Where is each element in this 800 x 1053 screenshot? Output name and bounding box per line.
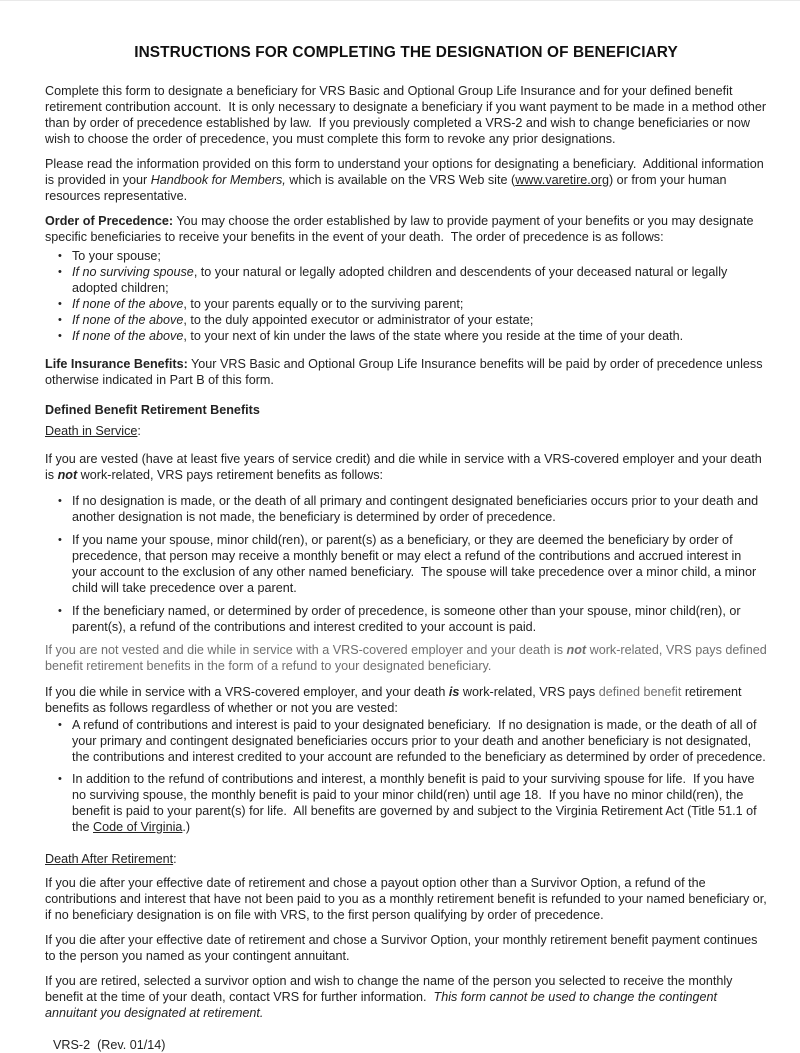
list-item xyxy=(45,248,767,264)
defined-benefit-heading: Defined Benefit Retirement Benefits xyxy=(45,403,260,417)
list-item-text xyxy=(72,296,767,312)
retired-change-paragraph xyxy=(45,973,767,1021)
list-item xyxy=(45,532,767,596)
text-run: If you are not vested and die while in service with a VRS-covered employer and your death is xyxy=(45,643,567,657)
text-run-italic: If none of the above xyxy=(72,297,184,311)
text-run: , to the duly appointed executor or administrator of your estate; xyxy=(183,313,534,327)
list-item xyxy=(45,312,767,328)
bullet-icon: • xyxy=(58,719,62,731)
bullet-icon: • xyxy=(58,773,62,785)
text-run: ) or from your human resources representative. xyxy=(45,173,731,203)
intro-paragraph xyxy=(45,83,770,147)
text-run-muted: defined benefit xyxy=(598,685,682,699)
list-item-text xyxy=(72,771,767,835)
text-run: If the beneficiary named, or determined by order of precedence, is someone other than your spouse, minor child(ren), or parent(s), a refund of the contributions and interest credited to your account is paid. xyxy=(72,604,745,634)
text-run: In addition to the refund of contributions and interest, a monthly benefit is paid to your surviving spouse for life. If you have no surviving spouse, the monthly benefit is paid to your minor child(ren) until age 18. If you have no minor child(ren), the benefit is paid to your parent(s) for life. All benefits are governed by and subject to the Virginia Retirement Act (Title 51.1 of the xyxy=(72,772,761,834)
bullet-icon: • xyxy=(58,314,62,326)
list-item xyxy=(45,264,767,296)
list-item-text xyxy=(72,717,767,765)
text-run: Your VRS Basic and Optional Group Life Insurance benefits will be paid by order of precedence unless otherwise indicated in Part B of this form. xyxy=(45,357,767,387)
code-of-virginia-reference: Code of Virginia xyxy=(93,820,183,834)
text-run: : xyxy=(173,852,177,866)
list-item xyxy=(45,603,767,635)
list-item xyxy=(45,717,767,765)
list-item-text xyxy=(72,312,767,328)
text-run: If you die after your effective date of retirement and chose a Survivor Option, your monthly retirement benefit payment continues to the person you named as your contingent annuitant. xyxy=(45,933,761,963)
text-run: retirement benefits as follows regardless of whether or not you are vested: xyxy=(45,685,746,715)
vrs-website-url: www.varetire.org xyxy=(515,173,609,187)
list-item-text xyxy=(72,328,767,344)
text-run: : xyxy=(137,424,141,438)
text-run-italic: If none of the above xyxy=(72,329,184,343)
list-item xyxy=(45,328,767,344)
bullet-icon: • xyxy=(58,534,62,546)
text-run: If you die after your effective date of retirement and chose a payout option other than a Survivor Option, a refund of the contributions and interest that have not been paid to you as a monthly retirement benefit is refunded to your named beneficiary or, if no beneficiary designation is on file with VRS, to the first person qualifying by order of precedence. xyxy=(45,876,771,922)
list-item-text xyxy=(72,532,767,596)
text-run-italic: If none of the above xyxy=(72,313,184,327)
not-vested-paragraph xyxy=(45,642,771,674)
survivor-option-paragraph xyxy=(45,932,767,964)
text-run: If no designation is made, or the death of all primary and contingent designated beneficiaries occurs prior to your death and another designation is not made, the beneficiary is determined by order of precedence. xyxy=(72,494,762,524)
text-run: , to your natural or legally adopted children and descendents of your deceased natural or legally adopted children; xyxy=(72,265,731,295)
emphasis-not: not xyxy=(566,643,587,657)
order-of-precedence-paragraph xyxy=(45,213,767,245)
bullet-icon: • xyxy=(58,605,62,617)
life-insurance-label: Life Insurance Benefits: xyxy=(45,357,188,371)
page-title: INSTRUCTIONS FOR COMPLETING THE DESIGNATION OF BENEFICIARY xyxy=(134,44,678,61)
text-run: If you die while in service with a VRS-covered employer, and your death xyxy=(45,685,449,699)
list-item-text xyxy=(72,248,767,264)
text-run: If you are vested (have at least five years of service credit) and die while in service with a VRS-covered employer and your death is xyxy=(45,452,766,482)
text-run: , to your parents equally or to the surviving parent; xyxy=(183,297,464,311)
text-run: Please read the information provided on this form to understand your options for designating a beneficiary. Additional information is provided in your xyxy=(45,157,768,187)
text-run: .) xyxy=(182,820,191,834)
vested-paragraph xyxy=(45,451,767,483)
work-related-list xyxy=(45,717,767,835)
text-run: Complete this form to designate a beneficiary for VRS Basic and Optional Group Life Insurance and for your defined benefit retirement contribution account. It is only necessary to designate a beneficiary if you want payment to be made in a method other than by order of precedence established by law. If you previously completed a VRS-2 and wish to change beneficiaries or now wish to choose the order of precedence, you must complete this form to revoke any prior designations. xyxy=(45,84,770,146)
bullet-icon: • xyxy=(58,250,62,262)
emphasis-is: is xyxy=(448,685,460,699)
list-item xyxy=(45,296,767,312)
text-run: which is available on the VRS Web site ( xyxy=(285,173,516,187)
list-item-text xyxy=(72,264,767,296)
heading-underlined-text: Death After Retirement xyxy=(45,852,174,866)
emphasis-not: not xyxy=(57,468,78,482)
text-run: work-related, VRS pays xyxy=(459,685,599,699)
death-in-service-heading xyxy=(45,423,767,439)
bullet-icon: • xyxy=(58,330,62,342)
bullet-icon: • xyxy=(58,495,62,507)
payout-option-paragraph xyxy=(45,875,771,923)
work-related-paragraph xyxy=(45,684,767,716)
form-number-footer: VRS-2 (Rev. 01/14) xyxy=(53,1038,166,1052)
read-info-paragraph xyxy=(45,156,767,204)
life-insurance-paragraph xyxy=(45,356,767,388)
text-run: , to your next of kin under the laws of the state where you reside at the time of your death. xyxy=(183,329,684,343)
list-item xyxy=(45,493,767,525)
precedence-list xyxy=(45,248,767,344)
bullet-icon: • xyxy=(58,266,62,278)
text-run: work-related, VRS pays retirement benefits as follows: xyxy=(77,468,384,482)
text-run: work-related, VRS pays defined benefit retirement benefits in the form of a refund to your designated beneficiary. xyxy=(45,643,771,673)
bullet-icon: • xyxy=(58,298,62,310)
order-of-precedence-label: Order of Precedence: xyxy=(45,214,174,228)
death-in-service-list xyxy=(45,493,767,635)
handbook-title: Handbook for Members, xyxy=(150,173,286,187)
text-run: You may choose the order established by law to provide payment of your benefits or you may designate specific beneficiaries to receive your benefits in the event of your death. The order of precedence is as follows: xyxy=(45,214,757,244)
text-run: A refund of contributions and interest is paid to your designated beneficiary. If no designation is made, or the death of all of your primary and contingent designated beneficiaries occurs prior to your death and another beneficiary is not designated, the contributions and interest credited to your account are refunded to the beneficiary as determined by order of precedence. xyxy=(72,718,766,764)
text-run: To your spouse; xyxy=(72,249,161,263)
death-after-retirement-heading xyxy=(45,851,767,867)
text-run-italic: This form cannot be used to change the contingent annuitant you designated at retirement. xyxy=(45,990,721,1020)
list-item-text xyxy=(72,493,767,525)
text-run-italic: If no surviving spouse xyxy=(72,265,194,279)
text-run: If you name your spouse, minor child(ren), or parent(s) as a beneficiary, or they are deemed the beneficiary by order of precedence, that person may receive a monthly benefit or may elect a refund of the contributions and accrued interest in your account to the exclusion of any other named beneficiary. The spouse will take precedence over a minor child, a minor child will take precedence over a parent. xyxy=(72,533,760,595)
list-item xyxy=(45,771,767,835)
heading-underlined-text: Death in Service xyxy=(45,424,138,438)
list-item-text xyxy=(72,603,767,635)
text-run: If you are retired, selected a survivor option and wish to change the name of the person you selected to receive the monthly benefit at the time of your death, contact VRS for further information. xyxy=(45,974,736,1004)
